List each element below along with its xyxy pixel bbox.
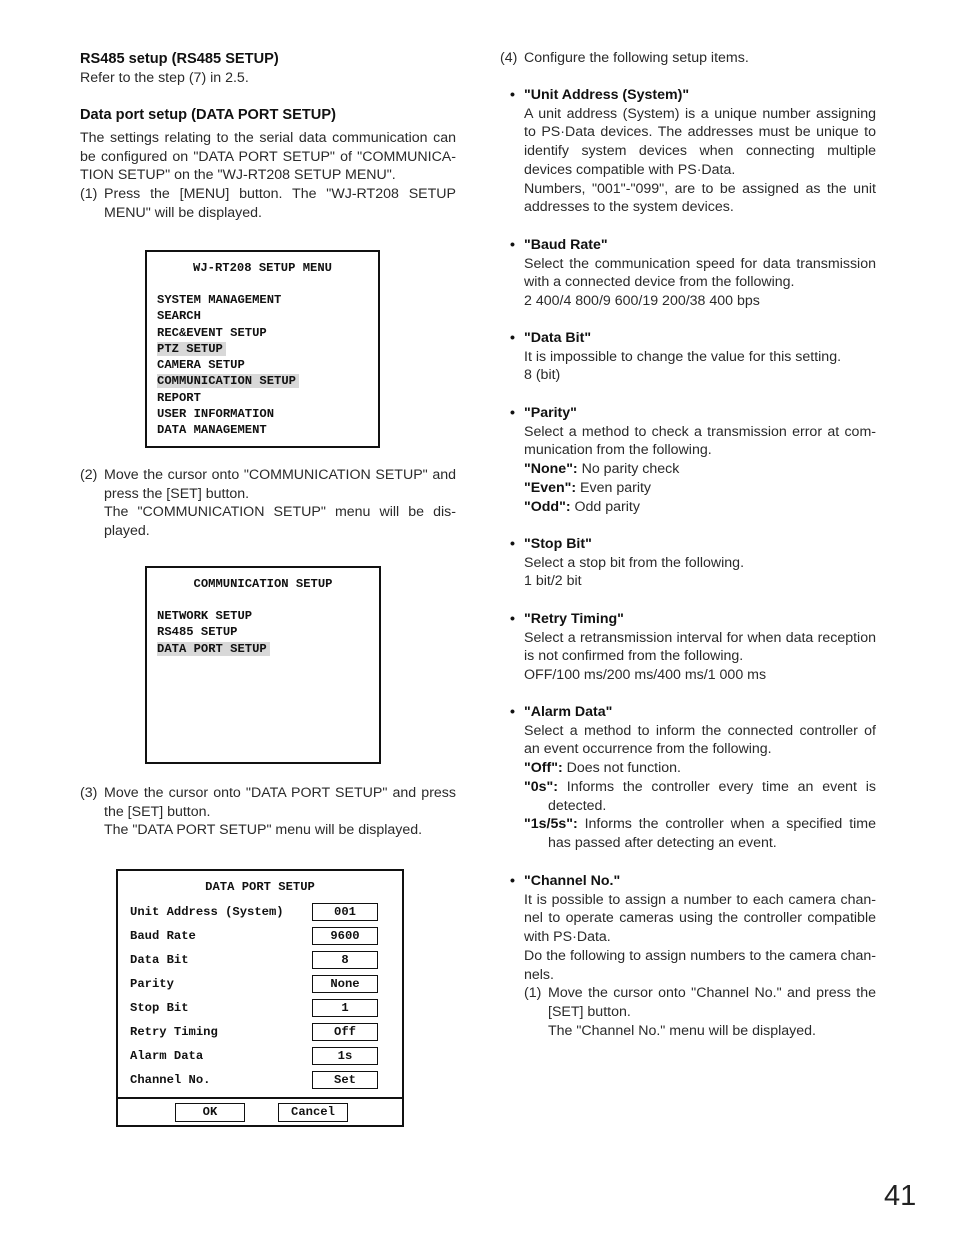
item-title: "Channel No." (524, 873, 621, 889)
setting-row-alarm-data (130, 1047, 378, 1065)
item-text: Numbers, "001"-"099", are to be assigned as the unit addresses to the system devices. (524, 180, 876, 216)
data-port-setup-screen (116, 869, 404, 1127)
setting-label: Data Bit (130, 953, 189, 967)
menu-item-rec-event-setup[interactable]: REC&EVENT SETUP (157, 325, 267, 340)
item-text: It is impossible to change the value for this setting. (524, 348, 842, 365)
setting-value-field[interactable]: Off (312, 1023, 378, 1041)
item-retry-timing (500, 610, 876, 685)
setting-row-data-bit (130, 951, 378, 969)
setting-value-field[interactable]: 1 (312, 999, 378, 1017)
setting-row-baud-rate (130, 927, 378, 945)
setting-value-field[interactable]: None (312, 975, 378, 993)
step-3 (80, 784, 456, 840)
ok-button[interactable]: OK (175, 1103, 245, 1122)
menu-item-network-setup[interactable]: NETWORK SETUP (157, 609, 253, 623)
item-text: Select a stop bit from the following. (524, 554, 745, 571)
menu-item-rs485-setup[interactable]: RS485 SETUP (157, 625, 238, 640)
setting-value-field[interactable]: Set (312, 1071, 378, 1089)
menu-item-system-management[interactable]: SYSTEM MANAGEMENT (157, 293, 282, 307)
item-channel-no (500, 872, 876, 1040)
setting-row-stop-bit (130, 999, 378, 1017)
setting-row-retry-timing (130, 1023, 378, 1041)
option-key: "1s/5s": (524, 816, 578, 833)
step-text: Move the cursor onto "DATA PORT SETUP" and press the [SET] button. (104, 785, 456, 820)
option-desc: Odd parity (570, 498, 640, 515)
bullet-icon: • (510, 237, 515, 253)
menu-list (157, 608, 270, 657)
step-4 (500, 49, 876, 68)
item-parity (500, 404, 876, 516)
item-text: Do the following to assign numbers to the camera chan-nels. (524, 947, 876, 983)
item-values: 8 (bit) (524, 367, 561, 384)
setting-label: Retry Timing (130, 1025, 218, 1039)
item-text: Select a method to check a transmission error at com-munication from the following. (524, 423, 876, 459)
menu-item-ptz-setup[interactable] (157, 341, 299, 357)
item-text: Select a method to inform the connected controller of an event occurrence from the following. (524, 722, 876, 758)
step-1 (80, 185, 456, 222)
screen-footer (118, 1097, 402, 1125)
item-alarm-data (500, 703, 876, 853)
item-text: Select the communication speed for data transmission with a connected device from the following. (524, 255, 876, 291)
setting-value-field[interactable]: 9600 (312, 927, 378, 945)
step-text: Press the [MENU] button. The "WJ-RT208 SETUP MENU" will be displayed. (104, 186, 456, 221)
setting-value-field[interactable]: 1s (312, 1047, 378, 1065)
option-1s-5s (524, 815, 876, 852)
menu-item-user-information[interactable]: USER INFORMATION (157, 407, 275, 422)
item-title: "Retry Timing" (524, 611, 624, 627)
rs485-text: Refer to the step (7) in 2.5. (80, 70, 249, 86)
bullet-icon: • (510, 405, 515, 421)
screen-title: COMMUNICATION SETUP (193, 577, 333, 591)
step-number: (1) (80, 186, 98, 202)
step-text: The "DATA PORT SETUP" menu will be displayed. (104, 822, 423, 839)
menu-item-camera-setup[interactable]: CAMERA SETUP (157, 358, 245, 373)
bullet-icon: • (510, 611, 515, 627)
setting-label: Baud Rate (130, 929, 196, 943)
step-number: (3) (80, 785, 98, 801)
item-values: 2 400/4 800/9 600/19 200/38 400 bps (524, 293, 760, 310)
dataport-intro: The settings relating to the serial data communication can be configured on "DATA PORT SETUP" of "COMMUNICA-TION SETUP" on the "WJ-RT208 SETUP MENU". (80, 130, 456, 184)
rs485-heading: RS485 setup (RS485 SETUP) (80, 51, 279, 67)
item-title: "Parity" (524, 405, 577, 421)
setting-label: Stop Bit (130, 1001, 189, 1015)
bullet-icon: • (510, 704, 515, 720)
channel-step-1 (524, 984, 876, 1040)
menu-item-data-port-setup[interactable] (157, 641, 270, 657)
bullet-icon: • (510, 873, 515, 889)
screen-title: DATA PORT SETUP (205, 880, 315, 894)
option-0s (524, 778, 876, 815)
setting-row-unit-address (130, 903, 378, 921)
item-title: "Baud Rate" (524, 237, 608, 253)
menu-item-communication-setup[interactable] (157, 373, 299, 389)
menu-item-label: PTZ SETUP (157, 342, 226, 356)
menu-item-data-management[interactable]: DATA MANAGEMENT (157, 423, 267, 438)
page-number: 41 (884, 1180, 917, 1212)
item-title: "Data Bit" (524, 330, 592, 346)
setting-row-channel-no (130, 1071, 378, 1089)
step-text: Configure the following setup items. (524, 50, 749, 66)
step-number: (4) (500, 50, 518, 66)
step-2 (80, 466, 456, 541)
option-off (524, 759, 876, 778)
item-text: It is possible to assign a number to each camera chan-nel to operate cameras using the controller compatible with PS·Data. (524, 891, 876, 946)
option-key: "Even": (524, 479, 577, 496)
item-text: Select a retransmission interval for when data reception is not confirmed from the following. (524, 629, 876, 665)
option-desc: Informs the controller every time an event is detected. (548, 778, 876, 814)
bullet-icon: • (510, 330, 515, 346)
item-text: A unit address (System) is a unique number assigning to PS·Data devices. The addresses must be unique to identify system devices when connecting multiple devices compatible with PS·Data. (524, 105, 876, 178)
option-desc: Even parity (576, 479, 652, 496)
dataport-heading: Data port setup (DATA PORT SETUP) (80, 107, 336, 123)
option-odd (524, 498, 876, 517)
step-text: The "COMMUNICATION SETUP" menu will be dis-played. (104, 504, 456, 540)
screen-title: WJ-RT208 SETUP MENU (193, 261, 332, 275)
step-number: (1) (524, 985, 542, 1002)
setting-label: Alarm Data (130, 1049, 204, 1063)
step-text: The "Channel No." menu will be displayed. (548, 1022, 816, 1039)
setting-label: Channel No. (130, 1073, 211, 1087)
menu-item-label: DATA PORT SETUP (157, 642, 270, 656)
bullet-icon: • (510, 536, 515, 552)
menu-item-search[interactable]: SEARCH (157, 309, 201, 324)
item-title: "Unit Address (System)" (524, 87, 690, 103)
option-even (524, 479, 876, 498)
option-desc: No parity check (577, 461, 680, 478)
cancel-button[interactable]: Cancel (278, 1103, 348, 1122)
menu-list (157, 292, 299, 439)
setting-row-parity (130, 975, 378, 993)
bullet-icon: • (510, 87, 515, 103)
option-key: "None": (524, 461, 578, 478)
item-title: "Stop Bit" (524, 536, 592, 552)
menu-item-label: COMMUNICATION SETUP (157, 374, 299, 388)
option-key: "Off": (524, 760, 563, 777)
option-desc: Does not function. (562, 760, 681, 777)
setting-label: Unit Address (System) (130, 905, 284, 919)
item-unit-address (500, 86, 876, 217)
step-text: Move the cursor onto "COMMUNICATION SETUP" and press the [SET] button. (104, 467, 456, 502)
item-values: 1 bit/2 bit (524, 573, 582, 590)
option-key: "Odd": (524, 498, 571, 515)
option-key: "0s": (524, 778, 558, 795)
option-desc: Informs the controller when a specified time has passed after detecting an event. (548, 816, 876, 851)
step-number: (2) (80, 467, 98, 483)
communication-setup-screen (145, 566, 381, 764)
setup-menu-screen (145, 250, 380, 448)
setting-value-field[interactable]: 8 (312, 951, 378, 969)
item-values: OFF/100 ms/200 ms/400 ms/1 000 ms (524, 667, 767, 684)
option-none (524, 460, 876, 479)
setting-label: Parity (130, 977, 174, 991)
step-text: Move the cursor onto "Channel No." and press the [SET] button. (548, 985, 876, 1020)
item-stop-bit (500, 535, 876, 591)
item-title: "Alarm Data" (524, 704, 613, 720)
setting-value-field[interactable]: 001 (312, 903, 378, 921)
item-data-bit (500, 329, 876, 385)
item-baud-rate (500, 236, 876, 311)
menu-item-report[interactable]: REPORT (157, 390, 201, 405)
